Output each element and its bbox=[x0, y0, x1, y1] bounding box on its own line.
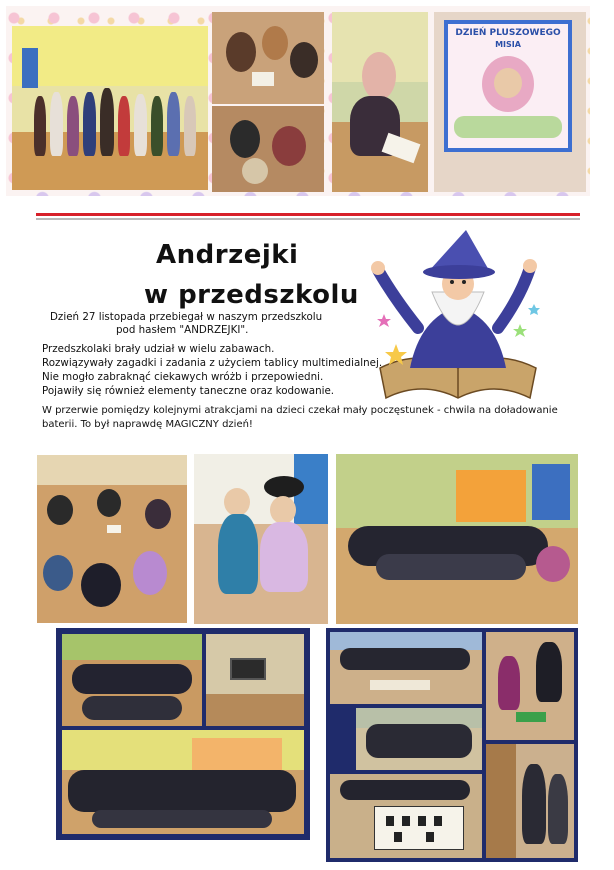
collage-right-photo-4 bbox=[486, 744, 574, 858]
divider-gray bbox=[36, 218, 580, 220]
collage-left-photo-3 bbox=[62, 730, 304, 834]
body-line-5: Nie mogło zabraknąć ciekawych wróżb i przepowiedni. bbox=[42, 371, 324, 383]
body-line-8: baterii. To był naprawdę MAGICZNY dzień! bbox=[42, 419, 253, 430]
photo-circle-on-floor bbox=[37, 455, 187, 623]
photo-kids-teddy-top bbox=[212, 12, 324, 104]
poster-title: DZIEŃ PLUSZOWEGO bbox=[455, 28, 561, 38]
heading-line-2: w przedszkolu bbox=[144, 280, 359, 310]
heading-line-1: Andrzejki bbox=[156, 240, 299, 270]
collage-right-photo-3 bbox=[356, 708, 482, 770]
divider-red bbox=[36, 213, 580, 216]
photo-wizard-group-wide bbox=[336, 454, 578, 624]
photo-teddy-day-poster bbox=[434, 12, 586, 192]
body-line-2: pod hasłem "ANDRZEJKI". bbox=[116, 324, 249, 336]
collage-right-photo-2 bbox=[486, 632, 574, 740]
collage-right-photo-5 bbox=[330, 774, 482, 858]
collage-left-photo-2 bbox=[206, 634, 304, 726]
collage-left bbox=[56, 628, 310, 840]
photo-dancing-girls bbox=[194, 454, 328, 624]
collage-right-photo-1 bbox=[330, 632, 482, 704]
top-photo-banner bbox=[6, 6, 590, 196]
photo-kids-floor-bottom bbox=[212, 106, 324, 192]
poster-subtitle: MISIA bbox=[495, 40, 521, 49]
collage-left-photo-1 bbox=[62, 634, 202, 726]
body-line-7: W przerwie pomiędzy kolejnymi atrakcjami na dzieci czekał mały poczęstunek - chwila na doładowanie bbox=[42, 405, 558, 416]
body-line-1: Dzień 27 listopada przebiegał w naszym przedszkolu bbox=[50, 311, 323, 323]
wizard-icon bbox=[370, 228, 546, 408]
body-line-3: Przedszkolaki brały udział w wielu zabawach. bbox=[42, 343, 275, 355]
photo-child-with-teddy bbox=[332, 12, 428, 192]
body-line-6: Pojawiły się również elementy taneczne oraz kodowanie. bbox=[42, 385, 335, 397]
body-line-4: Rozwiązywały zagadki i zadania z użyciem tablicy multimedialnej. bbox=[42, 357, 383, 369]
collage-right bbox=[326, 628, 578, 862]
photo-group-classroom bbox=[12, 26, 208, 190]
